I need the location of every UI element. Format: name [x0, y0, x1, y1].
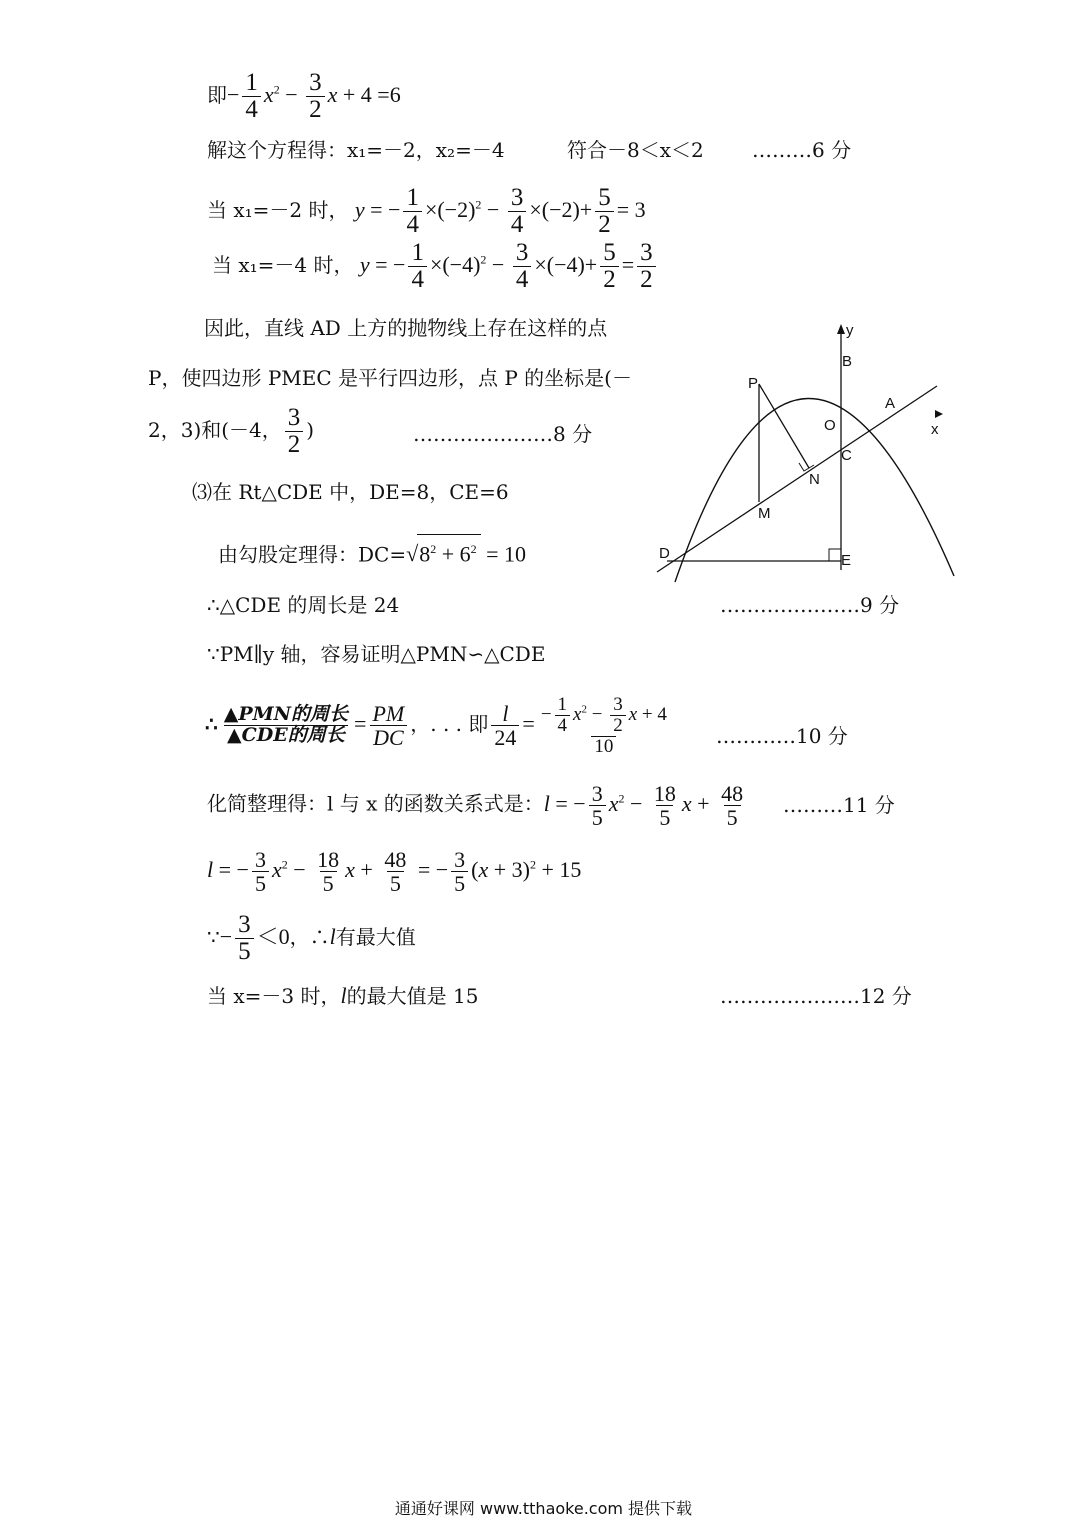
- label-E: E: [841, 552, 852, 569]
- evaluation-line-2: 当 x₁=－4 时， y = − $\frac{1}{4}$ $\times(-4)^2$ − $\frac{3}{4}$ ×(−4)+ $\frac{5}{2}$ = $\frac{3}{2}$: [212, 240, 659, 294]
- label-C: C: [841, 447, 852, 464]
- text: 当 x=－3 时，: [207, 984, 341, 1008]
- similarity-line: ∵PM∥y 轴，容易证明△PMN∽△CDE: [207, 642, 546, 666]
- text: 化简整理得：l 与 x 的函数关系式是：: [207, 791, 544, 816]
- label-B: B: [842, 353, 853, 370]
- parabola-curve: [675, 398, 954, 582]
- score-10: …………10 分: [716, 724, 848, 748]
- score-8: …………………8 分: [413, 422, 593, 446]
- text: 当 x₁=－4 时，: [212, 252, 354, 277]
- label-x: x: [931, 421, 939, 438]
- max-value-line: 当 x=－3 时，l的最大值是 15: [207, 983, 479, 1008]
- text: = 10: [486, 541, 527, 567]
- text: ，∴: [289, 924, 330, 949]
- label-A: A: [885, 395, 896, 412]
- y-axis-arrow: [837, 324, 845, 334]
- vertex-form-line: l = − $\frac{3}{5}$ $x^2$ − $\frac{18}{5}$ x + $\frac{48}{5}$ = − $\frac{3}{5}$ $(x + 3)^2 + 15$: [207, 847, 582, 897]
- right-angle-E: [829, 549, 841, 561]
- score-12: …………………12 分: [720, 984, 912, 1008]
- condition-text: 符合－8＜x＜2: [567, 138, 704, 162]
- text: 有最大值: [335, 924, 416, 949]
- perimeter-line: ∴△CDE 的周长是 24: [207, 593, 400, 617]
- conclusion-line-2: P，使四边形 PMEC 是平行四边形，点 P 的坐标是(－: [148, 366, 632, 390]
- page-footer: 通通好课网 www.tthaoke.com 提供下载: [394, 1499, 693, 1518]
- label-y: y: [846, 322, 854, 339]
- part3-line: ⑶在 Rt△CDE 中，DE=8，CE=6: [192, 480, 509, 504]
- text: ，. . . 即: [410, 711, 489, 736]
- text: ∴: [205, 711, 218, 736]
- x-axis-arrow: [935, 410, 943, 418]
- conclusion-line-3: 2，3)和(－4， $\frac{3}{2}$ ): [148, 404, 315, 459]
- solution-line: 解这个方程得：x₁=－2，x₂=－4: [207, 138, 505, 162]
- text: 当 x₁=－2 时，: [207, 197, 349, 222]
- line-AD: [657, 386, 937, 572]
- score-6: ………6 分: [752, 138, 852, 162]
- ratio-line: ∴ $\frac{\text{▲PMN的周长}}{\text{▲CDE的周长}}$ = $\frac{PM}{DC}$ ，. . . 即 $\frac{l}{24}$ = − $\frac{1}{4}$ $x^2$ − $\frac{3}{2}$ x + 4 10: [205, 694, 667, 757]
- function-line: 化简整理得：l 与 x 的函数关系式是：l = − $\frac{3}{5}$ $x^2$ − $\frac{18}{5}$ x + $\frac{48}{5}$: [207, 781, 744, 831]
- text: ∵: [207, 924, 220, 949]
- label-O: O: [824, 417, 836, 434]
- score-11: ………11 分: [783, 793, 895, 817]
- label-P: P: [748, 375, 759, 392]
- text: 由勾股定理得：DC=: [218, 542, 407, 567]
- label-D: D: [659, 545, 670, 562]
- text: ▲PMN的周长: [223, 703, 349, 726]
- equation-line-1: 即− $\frac{1}{4}$ $x^2$ − $\frac{3}{2}$ x + 4 =6: [207, 69, 401, 124]
- score-9: …………………9 分: [720, 593, 900, 617]
- parabola-diagram: [645, 318, 965, 588]
- segment-PN: [759, 384, 809, 468]
- text: ▲CDE的周长: [224, 725, 348, 746]
- label-N: N: [809, 471, 820, 488]
- evaluation-line-1: 当 x₁=－2 时， y = − $\frac{1}{4}$ $\times(-2)^2$ − $\frac{3}{4}$ ×(−2)+ $\frac{5}{2}$ = 3: [207, 184, 646, 239]
- text: 的最大值是 15: [346, 984, 479, 1008]
- text: 即: [207, 82, 227, 107]
- conclusion-line-1: 因此，直线 AD 上方的抛物线上存在这样的点: [204, 316, 608, 340]
- text: ): [306, 417, 315, 442]
- label-M: M: [758, 505, 771, 522]
- max-condition-line: ∵− $\frac{3}{5}$ ＜0，∴l有最大值: [207, 911, 416, 966]
- pythagoras-line: 由勾股定理得：$DC=√8^2 + 6^2 = 10$: [218, 534, 526, 568]
- text: 2，3)和(－4，: [148, 417, 282, 442]
